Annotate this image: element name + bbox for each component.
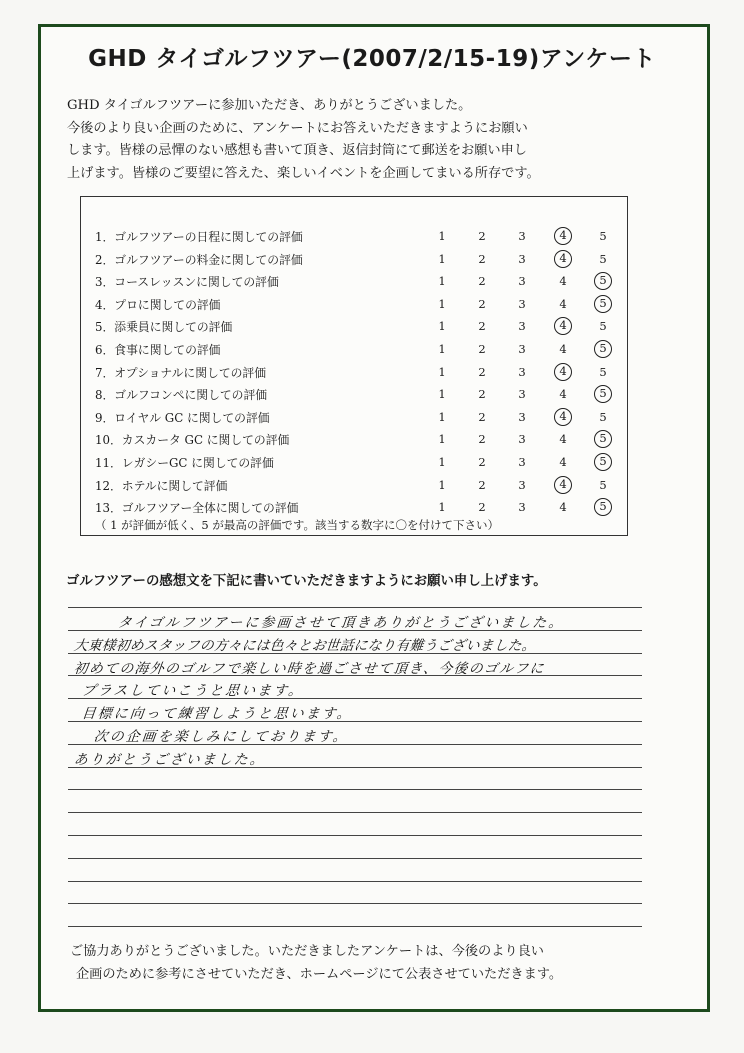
rating-row bbox=[81, 451, 627, 473]
rating-row bbox=[81, 293, 627, 315]
rating-question: 11．レガシーGC に関しての評価 bbox=[95, 456, 274, 470]
rating-option[interactable]: 1 bbox=[438, 342, 446, 356]
rating-option-circled[interactable]: 4 bbox=[554, 250, 572, 268]
rating-question: 9．ロイヤル GC に関しての評価 bbox=[95, 410, 270, 425]
intro-line: GHD タイゴルフツアーに参加いただき、ありがとうございました。 bbox=[67, 98, 472, 113]
rating-question: 4．プロに関しての評価 bbox=[95, 297, 221, 312]
rating-option[interactable]: 5 bbox=[599, 251, 607, 266]
rating-option[interactable]: 2 bbox=[478, 274, 486, 289]
rating-option[interactable]: 2 bbox=[478, 364, 486, 379]
rating-option[interactable]: 3 bbox=[518, 477, 526, 492]
closing-line: ご協力ありがとうございました。いただきましたアンケートは、今後のより良い bbox=[70, 944, 544, 959]
handwritten-line: 次の企画を楽しみにしております。 bbox=[92, 729, 350, 745]
rating-row bbox=[81, 406, 627, 428]
rating-row bbox=[81, 361, 627, 383]
ruled-line bbox=[68, 903, 642, 904]
rating-option[interactable]: 4 bbox=[559, 296, 567, 311]
closing-paragraph bbox=[70, 940, 670, 986]
rating-option[interactable]: 1 bbox=[438, 229, 446, 243]
rating-option[interactable]: 2 bbox=[478, 229, 486, 243]
rating-row bbox=[81, 383, 627, 405]
rating-option[interactable]: 3 bbox=[518, 296, 526, 311]
rating-option[interactable]: 3 bbox=[518, 319, 526, 334]
rating-option[interactable]: 3 bbox=[518, 251, 526, 266]
rating-table bbox=[80, 196, 628, 536]
rating-question: 5．添乗員に関しての評価 bbox=[95, 320, 233, 335]
rating-option[interactable]: 5 bbox=[599, 364, 607, 379]
rating-option[interactable]: 1 bbox=[438, 387, 446, 402]
rating-option[interactable]: 3 bbox=[518, 274, 526, 289]
rating-option[interactable]: 4 bbox=[559, 432, 567, 447]
rating-row bbox=[81, 270, 627, 292]
rating-option[interactable]: 3 bbox=[518, 342, 526, 356]
rating-option[interactable]: 1 bbox=[438, 296, 446, 311]
ruled-line bbox=[68, 835, 642, 836]
handwritten-line: 目標に向って練習しようと思います。 bbox=[80, 706, 354, 723]
rating-option[interactable]: 3 bbox=[518, 455, 526, 469]
rating-option[interactable]: 4 bbox=[559, 387, 567, 402]
ruled-line bbox=[68, 858, 642, 859]
rating-option[interactable]: 1 bbox=[438, 274, 446, 289]
rating-option[interactable]: 1 bbox=[438, 319, 446, 334]
rating-option[interactable]: 2 bbox=[478, 455, 486, 469]
rating-row bbox=[81, 428, 627, 450]
closing-line: 企画のために参考にさせていただき、ホームページにて公表させていただきます。 bbox=[76, 967, 563, 982]
rating-option[interactable]: 5 bbox=[599, 409, 607, 424]
rating-option-circled[interactable]: 5 bbox=[594, 385, 612, 403]
rating-option[interactable]: 2 bbox=[478, 500, 486, 515]
rating-option[interactable]: 3 bbox=[518, 432, 526, 447]
rating-option[interactable]: 1 bbox=[438, 409, 446, 424]
rating-option[interactable]: 1 bbox=[438, 477, 446, 492]
rating-option[interactable]: 5 bbox=[599, 319, 607, 334]
rating-option-circled[interactable]: 5 bbox=[594, 498, 612, 516]
ruled-line bbox=[68, 789, 642, 790]
rating-option[interactable]: 3 bbox=[518, 229, 526, 243]
rating-question: 1．ゴルフツアーの日程に関しての評価 bbox=[95, 230, 303, 244]
rating-question: 10．カスカータ GC に関しての評価 bbox=[95, 433, 290, 448]
handwritten-line: 大東様初めスタッフの方々には色々とお世話になり有難うございました。 bbox=[72, 637, 537, 654]
rating-option[interactable]: 2 bbox=[478, 296, 486, 311]
page-title: GHD タイゴルフツアー(2007/2/15-19)アンケート bbox=[88, 46, 656, 72]
rating-question: 3．コースレッスンに関しての評価 bbox=[95, 275, 279, 290]
rating-option[interactable]: 4 bbox=[559, 274, 567, 289]
rating-option-circled[interactable]: 4 bbox=[554, 227, 572, 245]
rating-option-circled[interactable]: 5 bbox=[594, 453, 612, 471]
rating-note: （ 1 が評価が低く、5 が最高の評価です。該当する数字に〇を付けて下さい） bbox=[95, 518, 499, 532]
rating-question: 2．ゴルフツアーの料金に関しての評価 bbox=[95, 252, 303, 267]
rating-option[interactable]: 1 bbox=[438, 500, 446, 515]
handwritten-line: タイゴルフツアーに参画させて頂きありがとうございました。 bbox=[116, 615, 566, 631]
handwritten-line: ありがとうございました。 bbox=[72, 751, 267, 768]
handwritten-line: プラスしていこうと思います。 bbox=[80, 683, 306, 700]
rating-option[interactable]: 4 bbox=[559, 342, 567, 356]
ruled-line bbox=[68, 607, 642, 608]
rating-option-circled[interactable]: 5 bbox=[594, 430, 612, 448]
rating-question: 6．食事に関しての評価 bbox=[95, 343, 221, 357]
rating-question: 13．ゴルフツアー全体に関しての評価 bbox=[95, 501, 299, 516]
intro-paragraph bbox=[67, 95, 637, 185]
rating-option[interactable]: 2 bbox=[478, 387, 486, 402]
rating-row bbox=[81, 474, 627, 496]
rating-option[interactable]: 5 bbox=[599, 229, 607, 243]
rating-option[interactable]: 5 bbox=[599, 477, 607, 492]
rating-option[interactable]: 3 bbox=[518, 500, 526, 515]
rating-option[interactable]: 2 bbox=[478, 477, 486, 492]
rating-row bbox=[81, 248, 627, 270]
rating-option[interactable]: 2 bbox=[478, 432, 486, 447]
ruled-line bbox=[68, 812, 642, 813]
rating-option-circled[interactable]: 5 bbox=[594, 272, 612, 290]
rating-question: 8．ゴルフコンペに関しての評価 bbox=[95, 388, 268, 403]
rating-question: 12．ホテルに関して評価 bbox=[95, 478, 228, 493]
ruled-line bbox=[68, 881, 642, 882]
rating-option-circled[interactable]: 5 bbox=[594, 295, 612, 313]
rating-row bbox=[81, 496, 627, 518]
rating-option[interactable]: 3 bbox=[518, 364, 526, 379]
rating-row bbox=[81, 315, 627, 337]
rating-option[interactable]: 1 bbox=[438, 455, 446, 469]
rating-option[interactable]: 3 bbox=[518, 409, 526, 424]
ruled-line bbox=[68, 926, 642, 927]
intro-line: します。皆様の忌憚のない感想も書いて頂き、返信封筒にて郵送をお願い申し bbox=[67, 143, 527, 158]
rating-option[interactable]: 2 bbox=[478, 251, 486, 266]
rating-option[interactable]: 1 bbox=[438, 364, 446, 379]
rating-row bbox=[81, 338, 627, 360]
rating-option[interactable]: 2 bbox=[478, 409, 486, 424]
rating-option-circled[interactable]: 4 bbox=[554, 476, 572, 494]
comment-heading: ゴルフツアーの感想文を下記に書いていただきますようにお願い申し上げます。 bbox=[66, 574, 547, 589]
rating-option-circled[interactable]: 4 bbox=[554, 317, 572, 335]
rating-option[interactable]: 2 bbox=[478, 342, 486, 356]
rating-option-circled[interactable]: 5 bbox=[594, 340, 612, 358]
intro-line: 上げます。皆様のご要望に答えた、楽しいイベントを企画してまいる所存です。 bbox=[67, 165, 540, 181]
rating-option[interactable]: 4 bbox=[559, 500, 567, 515]
rating-option-circled[interactable]: 4 bbox=[554, 408, 572, 426]
intro-line: 今後のより良い企画のために、アンケートにお答えいただきますようにお願い bbox=[67, 120, 528, 136]
rating-row bbox=[81, 225, 627, 247]
rating-option-circled[interactable]: 4 bbox=[554, 363, 572, 381]
rating-option[interactable]: 3 bbox=[518, 387, 526, 402]
rating-option[interactable]: 4 bbox=[559, 455, 567, 469]
rating-option[interactable]: 1 bbox=[438, 251, 446, 266]
rating-option[interactable]: 2 bbox=[478, 319, 486, 334]
rating-option[interactable]: 1 bbox=[438, 432, 446, 447]
handwritten-line: 初めての海外のゴルフで楽しい時を過ごさせて頂き、今後のゴルフに bbox=[72, 660, 546, 677]
rating-question: 7．オプショナルに関しての評価 bbox=[95, 365, 267, 380]
